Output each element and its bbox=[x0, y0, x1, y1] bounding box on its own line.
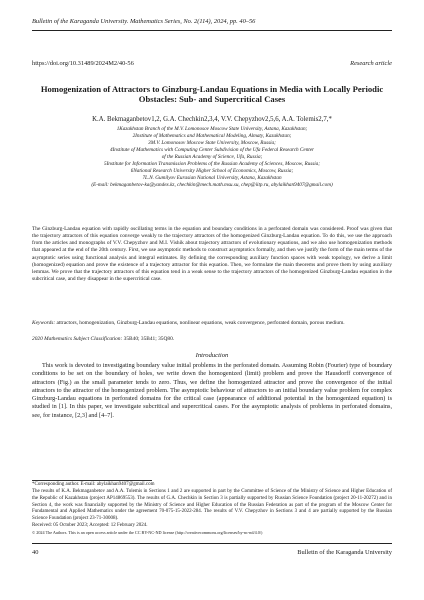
keywords-text: attractors, homogenization, Ginzburg-Landau equations, nonlinear equations, weak convergence, perforated domain, porous medium. bbox=[56, 320, 345, 326]
affiliation-line: 6National Research University Higher School of Economics, Moscow, Russia; bbox=[130, 167, 294, 174]
author-emails: (E-mail: bekmaganbetov-ka@yandex.kz, chechkin@mech.math.msu.su, chep@iitp.ru, abylaikhan9407@gmail.com) bbox=[91, 181, 333, 188]
footnotes bbox=[32, 482, 392, 536]
affiliation-line: 3M.V. Lomonosov Moscow State University, Moscow, Russia; bbox=[148, 139, 276, 146]
affiliation-line: 2Institute of Mathematics and Mathematical Modeling, Almaty, Kazakhstan; bbox=[132, 132, 292, 139]
corresponding-author-note: *Corresponding author. E-mail: abylaikhan9407@gmail.com bbox=[32, 482, 155, 487]
introduction-paragraph: This work is devoted to investigating boundary value initial problems in the perforated domain. Assuming Robin (Fourier) type of boundary conditions to be set on the boundary of holes, we write down the homogenized (limit) problem and prove the Hausdorff convergence of attractors (Fig.) as the small parameter tends to zero. Thus, we define the homogenized attractor and prove the convergence of the initial attractors to the attractor of the homogenized problem. The asymptotic behaviour of attractors to an initial boundary value problem for complex Ginzburg-Landau equations in perforated domains for the critical case (appearance of additional potential in the homogenized equation) is studied in [1]. In this paper, we investigate subcritical and supercritical cases. For the asymptotic analysis of problems in perforated domains, see, for instance, [2,3] and [4–7]. bbox=[32, 362, 392, 419]
affiliation-line: of the Russian Academy of Science, Ufa, Russia; bbox=[161, 153, 263, 160]
header-rule bbox=[32, 30, 392, 31]
msc-classification bbox=[32, 336, 392, 342]
affiliations bbox=[32, 126, 392, 189]
license-note: © 2024 The Authors. This is an open access article under the CC BY-NC-ND license (http://creativecommons.org/licenses/by-nc-nd/4.0/) bbox=[32, 530, 263, 536]
footer-rule bbox=[32, 543, 392, 544]
abstract: The Ginzburg-Landau equation with rapidly oscillating terms in the equation and boundary conditions in a perforated domain was considered. Proof was given that the trajectory attractors of this equation converge weakly to the trajectory attractors of the homogenized Ginzburg-Landau equation. To do this, we use the approach from the articles and monographs of V.V. Chepyzhov and M.I. Vishik about trajectory attractors of evolutionary equations, and we also use homogenization methods that appeared at the end of the 20th century. First, we use asymptotic methods to construct asymptotics formally, and then we justify the form of the main terms of the asymptotic series using functional analysis and integral estimates. By defining the corresponding auxiliary function spaces with weak topology, we derive a limit (homogenized) equation and prove the existence of a trajectory attractor for this equation. Then, we formulate the main theorems and prove them by using auxiliary lemmas. We prove that the trajectory attractors of this equation tend in a weak sense to the trajectory attractors of the homogenized Ginzburg-Landau equation in the subcritical case, and they disappear in the supercritical case. bbox=[32, 226, 392, 282]
running-header: Bulletin of the Karaganda University. Mathematics Series, No. 2(114), 2024, pp. 40–56 bbox=[32, 18, 256, 25]
keywords bbox=[32, 320, 392, 327]
msc-codes: 35B40; 35B41; 35Q80. bbox=[123, 336, 175, 342]
page-number: 40 bbox=[32, 549, 39, 556]
received-dates: Received: 05 October 2023; Accepted: 12 February 2024. bbox=[32, 523, 148, 529]
affiliation-line: 4Institute of Mathematics with Computing Center Subdivision of the Ufa Federal Research Center bbox=[109, 146, 315, 153]
footer-journal: Bulletin of the Karaganda University bbox=[297, 549, 392, 556]
affiliation-line: 5Institute for Information Transmission Problems of the Russian Academy of Sciences, Moscow, Russia; bbox=[103, 160, 321, 167]
funding-note: The results of K.A. Bekmaganbetov and A.A. Tolemis in Sections 1 and 2 are supported in part by the Committee of Science of the Ministry of Science and Higher Education of the Republic of Kazakhstan (project AP14869553). The results of G.A. Chechkin in Section 3 is partially supported by Russian Science Foundation (project 20-11-20272) and in Section 4, the work was financially supported by the Ministry of Science and Higher Education of the Russian Federation as part of the program of the Moscow Center for Fundamental and Applied Mathematics under the agreement 70-075-15-2022-284. The results of V.V. Chepyzhov in Sections 3 and 4 are partially supported by the Russian Science Foundation (project 23-71-30008). bbox=[32, 489, 392, 521]
keywords-label: Keywords: bbox=[32, 320, 56, 326]
section-title: Introduction bbox=[195, 352, 229, 359]
doi-row bbox=[32, 60, 392, 67]
doi-link[interactable]: https://doi.org/10.31489/2024M2/40-56 bbox=[32, 60, 134, 67]
author-list: K.A. Bekmaganbetov1,2, G.A. Chechkin2,3,4, V.V. Chepyzhov2,5,6, A.A. Tolemis2,7,* bbox=[92, 116, 332, 123]
msc-label: 2020 Mathematics Subject Classification: bbox=[32, 336, 123, 342]
article-type: Research article bbox=[350, 60, 392, 67]
article-title: Homogenization of Attractors to Ginzburg-Landau Equations in Media with Locally Periodic Obstacles: Sub- and Supercritical Cases bbox=[40, 84, 384, 105]
affiliation-line: 1Kazakhstan Branch of the M.V. Lomonosov Moscow State University, Astana, Kazakhstan; bbox=[116, 126, 308, 132]
affiliation-line: 7L.N. Gumilyov Eurasian National University, Astana, Kazakhstan bbox=[142, 174, 282, 181]
footnote-rule bbox=[32, 480, 152, 481]
